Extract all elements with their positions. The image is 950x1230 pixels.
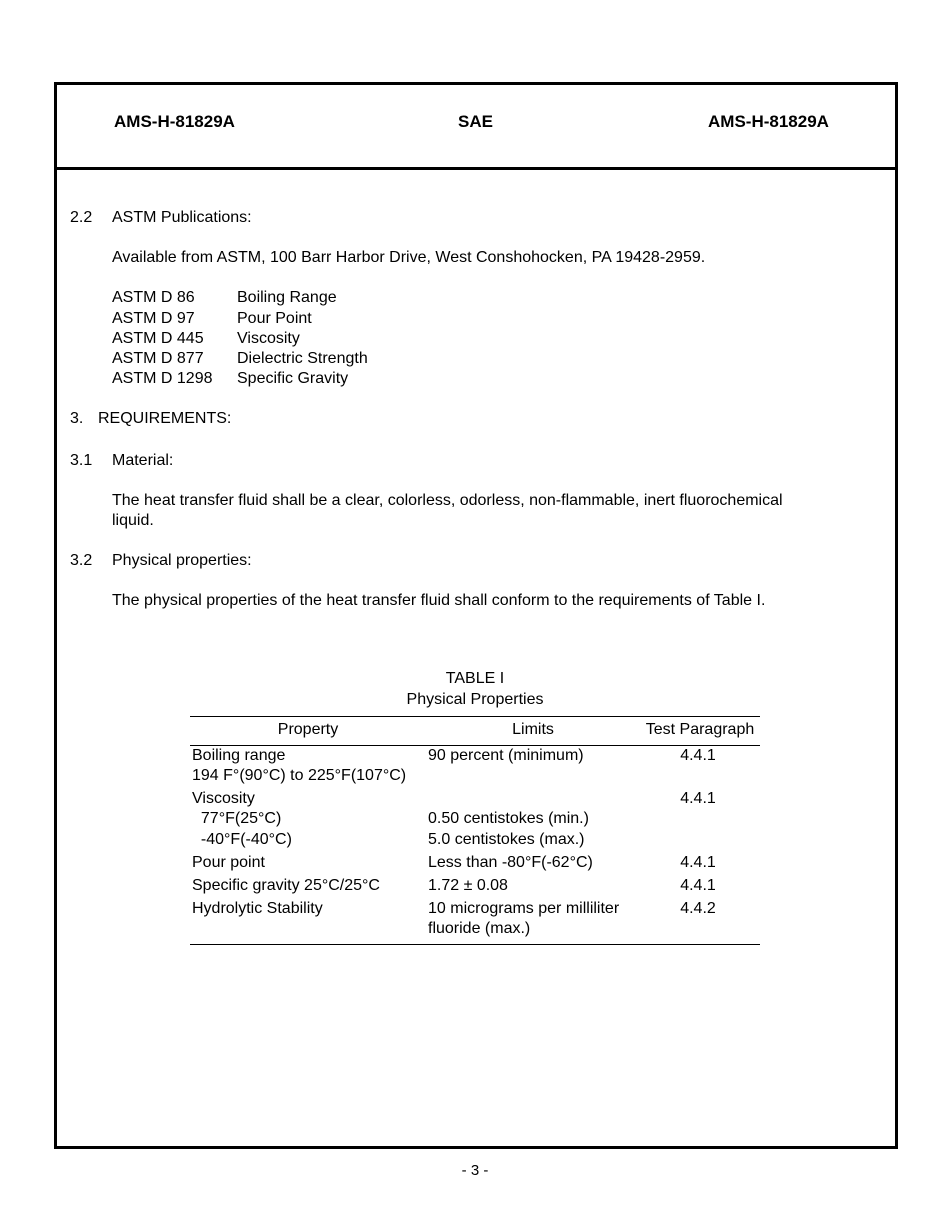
astm-doc-id: ASTM D 86 <box>112 289 195 306</box>
cell-limits: 5.0 centistokes (max.) <box>428 831 585 848</box>
page-number: - 3 - <box>461 1162 489 1179</box>
cell-property: 77°F(25°C) <box>192 810 282 827</box>
cell-limits: 1.72 ± 0.08 <box>428 877 508 894</box>
table-row <box>190 789 760 853</box>
cell-test-paragraph: 4.4.1 <box>680 877 716 894</box>
header-doc-id-right: AMS-H-81829A <box>708 112 829 131</box>
table-header-property: Property <box>277 721 339 738</box>
cell-property: Hydrolytic Stability <box>192 900 323 917</box>
cell-property: 194 F°(90°C) to 225°F(107°C) <box>192 767 407 784</box>
material-text-line2: liquid. <box>112 512 154 529</box>
page-frame <box>54 82 898 1149</box>
cell-property: Pour point <box>192 854 265 871</box>
document-header <box>57 85 895 170</box>
table-subtitle: Physical Properties <box>406 691 544 708</box>
physical-properties-text: The physical properties of the heat transfer fluid shall conform to the requirements of Table I. <box>112 592 766 609</box>
astm-doc-title: Specific Gravity <box>237 370 349 387</box>
astm-doc-title: Pour Point <box>237 310 312 327</box>
section-3-1-number: 3.1 <box>70 452 93 469</box>
header-org: SAE <box>458 112 493 131</box>
cell-test-paragraph: 4.4.1 <box>680 790 716 807</box>
cell-limits: 0.50 centistokes (min.) <box>428 810 589 827</box>
section-3-2-number: 3.2 <box>70 552 93 569</box>
table-row <box>190 746 760 789</box>
cell-property: Specific gravity 25°C/25°C <box>192 877 380 894</box>
table-header-limits: Limits <box>512 721 554 738</box>
physical-properties-table <box>190 668 760 945</box>
section-3-number: 3. <box>70 410 84 427</box>
astm-doc-title: Dielectric Strength <box>237 350 368 367</box>
header-doc-id-left: AMS-H-81829A <box>114 112 235 131</box>
cell-test-paragraph: 4.4.1 <box>680 854 716 871</box>
section-2-2-number: 2.2 <box>70 209 93 226</box>
astm-doc-title: Boiling Range <box>237 289 337 306</box>
material-text-line1: The heat transfer fluid shall be a clear, colorless, odorless, non-flammable, inert fluorochemical <box>112 492 783 509</box>
section-3-2-title: Physical properties: <box>112 552 252 569</box>
cell-property: Viscosity <box>192 790 255 807</box>
cell-limits: fluoride (max.) <box>428 920 531 937</box>
cell-limits: 10 micrograms per milliliter <box>428 900 620 917</box>
section-3-1-title: Material: <box>112 452 174 469</box>
cell-test-paragraph: 4.4.2 <box>680 900 716 917</box>
cell-property: -40°F(-40°C) <box>192 831 292 848</box>
astm-doc-id: ASTM D 445 <box>112 330 204 347</box>
astm-doc-title: Viscosity <box>237 330 300 347</box>
table-header-row <box>190 717 760 745</box>
section-3-title: REQUIREMENTS: <box>98 410 232 427</box>
astm-availability: Available from ASTM, 100 Barr Harbor Drive, West Conshohocken, PA 19428-2959. <box>112 249 706 266</box>
table-row <box>190 899 760 944</box>
table-row <box>190 853 760 876</box>
astm-doc-id: ASTM D 97 <box>112 310 195 327</box>
section-2-2-title: ASTM Publications: <box>112 209 252 226</box>
table-header-test-paragraph: Test Paragraph <box>645 721 755 738</box>
astm-doc-id: ASTM D 877 <box>112 350 204 367</box>
cell-limits: Less than -80°F(-62°C) <box>428 854 593 871</box>
table-row <box>190 876 760 899</box>
astm-doc-id: ASTM D 1298 <box>112 370 213 387</box>
table-title: TABLE I <box>445 670 505 687</box>
cell-property: Boiling range <box>192 747 286 764</box>
cell-limits: 90 percent (minimum) <box>428 747 584 764</box>
cell-test-paragraph: 4.4.1 <box>680 747 716 764</box>
